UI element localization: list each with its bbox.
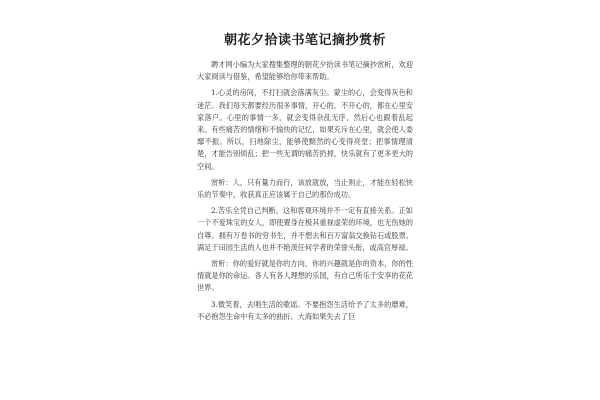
commentary-2: 赏析：你的爱好就是你的方向，你的兴趣就是你的资本，你的性情就是你的命运。各人有各人理想的乐园，有自己所乐于安享的花花世界。 — [197, 259, 413, 293]
intro-paragraph: 聘才网小编为大家搜集整理的朝花夕拾读书笔记摘抄赏析，欢迎大家阅读与借鉴，希望能够给你带来帮助。 — [197, 60, 413, 82]
paragraph-2: 2.苦乐全凭自己判断，这和客观环境并不一定有直接关系。正如一个不爱珠宝的女人，即使置身在极其重视虚荣的环境，也无伤她的自尊。拥有万卷书的穷书生，并不想去和百万富翁交换钻石或股票。满足于田园生活的人也并不艳羡任何学者的荣誉头衔，或高官厚禄。 — [197, 206, 413, 252]
commentary-1: 赏析：人，只有量力而行，该放就放，当止则止，才能在轻松快乐的节奏中，收获真正应该属于自己的那份成功。 — [197, 177, 413, 200]
article — [197, 30, 413, 327]
paragraph-1: 1.心灵的房间，不打扫就会落满灰尘。蒙尘的心，会变得灰色和迷茫。我们每天都要经历很多事情，开心的，不开心的，都在心里安家落户。心里的事情一多，就会变得杂乱无序，然后心也跟着乱起来。有些痛苦的情绪和不愉快的记忆，如果充斥在心里，就会使人委靡不振。所以，扫地除尘，能够使黯然的心变得亮堂；把事情理清楚，才能告别烦乱；把一些无谓的痛苦扔掉，快乐就有了更多更大的空间。 — [197, 88, 413, 171]
article-title: 朝花夕拾读书笔记摘抄赏析 — [223, 33, 386, 48]
paragraph-3: 3.微笑着，去唱生活的歌谣。不要抱怨生活给予了太多的磨难，不必抱怨生命中有太多的曲折。大海如果失去了巨 — [197, 299, 413, 321]
